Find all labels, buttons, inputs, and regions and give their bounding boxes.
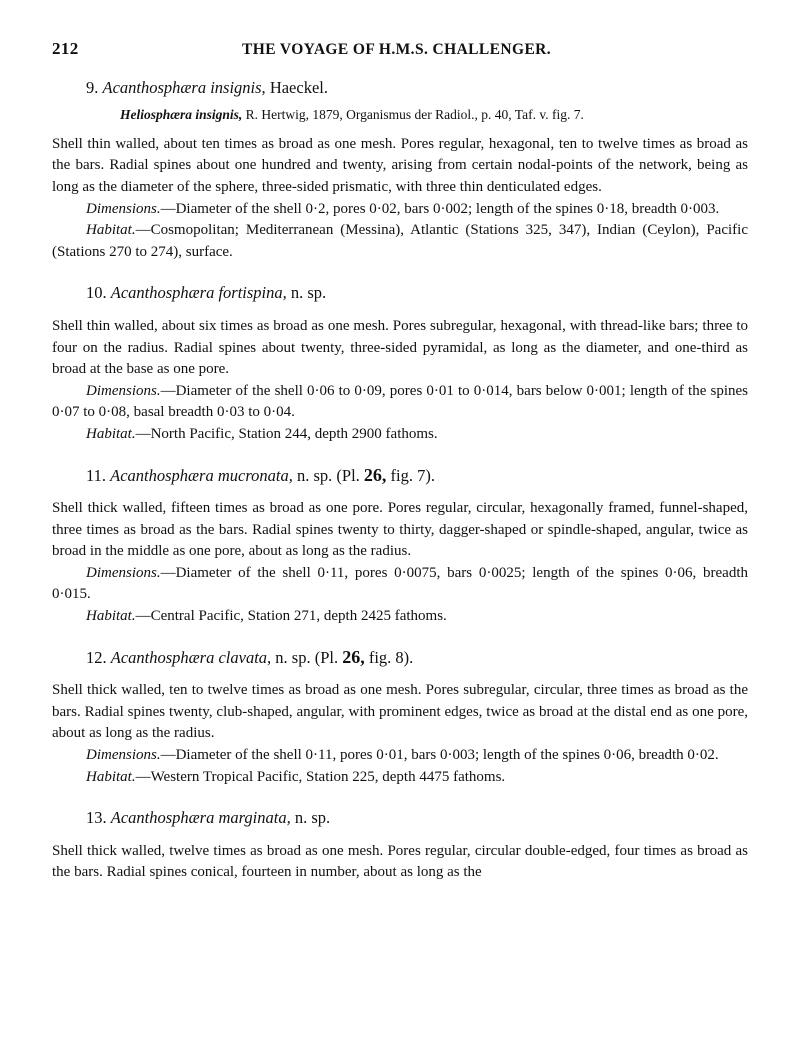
species-authority: n. sp. [286, 283, 327, 303]
species-number: 10. [86, 283, 107, 303]
habitat-text: —Western Tropical Pacific, Station 225, depth 4475 fathoms. [135, 768, 506, 785]
species-heading [86, 282, 748, 304]
plate-number: 26, [342, 646, 365, 667]
habitat-text: —Cosmopolitan; Mediterranean (Messina), Atlantic (Stations 325, 347), Indian (Ceylon), Pacific (Stations 270 to 274), surface. [52, 222, 748, 260]
dimensions-label: Dimensions. [86, 200, 161, 217]
species-number: 9. [86, 77, 99, 97]
figure-reference: fig. 7). [386, 465, 435, 485]
habitat-text: —North Pacific, Station 244, depth 2900 fathoms. [135, 425, 438, 442]
species-entry-12 [52, 647, 748, 789]
species-description: Shell thick walled, twelve times as broad as one mesh. Pores regular, circular double-edged, four times as broad as the bars. Radial spines conical, fourteen in number, about as long as the [52, 842, 748, 881]
species-heading [86, 807, 748, 829]
habitat-paragraph [52, 220, 748, 263]
species-name: Acanthosphæra marginata, [110, 808, 291, 828]
dimensions-label: Dimensions. [86, 382, 161, 399]
habitat-label: Habitat. [86, 768, 136, 785]
habitat-label: Habitat. [86, 222, 136, 239]
habitat-paragraph [52, 606, 748, 628]
species-entry-10 [52, 282, 748, 445]
species-name: Acanthosphæra clavata, [110, 647, 272, 667]
plate-number: 26, [363, 464, 387, 485]
dimensions-text: —Diameter of the shell 0·11, pores 0·0075, bars 0·0025; length of the spines 0·06, breadth 0·015. [52, 564, 748, 603]
species-heading [86, 77, 748, 99]
dimensions-paragraph [52, 563, 748, 606]
species-authority: n. sp. (Pl. [271, 647, 343, 667]
species-name: Acanthosphæra mucronata, [110, 465, 293, 485]
species-number: 12. [86, 647, 107, 667]
dimensions-paragraph [52, 199, 748, 221]
species-authority: n. sp. (Pl. [292, 465, 364, 485]
species-description: Shell thin walled, about ten times as broad as one mesh. Pores regular, hexagonal, ten to twelve times as broad as the bars. Radial spines about one hundred and twenty, arising from certain nodal-points of the network, being as long as the diameter of the sphere, three-sided prismatic, with three thin denticulated edges. [52, 135, 748, 195]
synonym-citation: R. Hertwig, 1879, Organismus der Radiol., p. 40, Taf. v. fig. 7. [242, 107, 584, 123]
species-name: Acanthosphæra fortispina, [110, 283, 287, 303]
habitat-text: —Central Pacific, Station 271, depth 2425 fathoms. [135, 608, 447, 625]
dimensions-text: —Diameter of the shell 0·11, pores 0·01, bars 0·003; length of the spines 0·06, breadth 0·02. [160, 747, 719, 764]
species-entry-11 [52, 465, 748, 628]
species-entry-13 [52, 807, 748, 884]
dimensions-text: —Diameter of the shell 0·06 to 0·09, pores 0·01 to 0·014, bars below 0·001; length of the spines 0·07 to 0·08, basal breadth 0·03 to 0·04. [52, 382, 748, 421]
running-title: THE VOYAGE OF H.M.S. CHALLENGER. [242, 41, 552, 58]
species-description: Shell thick walled, fifteen times as broad as one pore. Pores regular, circular, hexagonally framed, funnel-shaped, three times as broad as the bars. Radial spines twenty to thirty, dagger-shaped or spindle-shaped, angular, twice as broad in the middle as one pore, about as long as the radius. [52, 500, 748, 560]
dimensions-label: Dimensions. [86, 564, 161, 581]
species-heading [86, 465, 748, 487]
habitat-label: Habitat. [86, 608, 136, 625]
species-number: 11. [86, 465, 107, 485]
synonym-name: Heliosphæra insignis, [120, 107, 243, 123]
page-number: 212 [52, 39, 79, 58]
species-name: Acanthosphæra insignis, [102, 77, 266, 97]
species-authority: n. sp. [290, 808, 331, 828]
species-entry-9 [52, 77, 748, 264]
dimensions-paragraph [52, 381, 748, 424]
species-description: Shell thin walled, about six times as broad as one mesh. Pores subregular, hexagonal, with thread-like bars; three to four on the radius. Radial spines about twenty, three-sided pyramidal, as long as the diameter, and one-third as broad at the base as one pore. [52, 317, 748, 378]
figure-reference: fig. 8). [364, 647, 414, 667]
dimensions-paragraph [52, 745, 748, 767]
species-heading [86, 647, 748, 669]
habitat-paragraph [52, 767, 748, 789]
species-number: 13. [86, 808, 107, 828]
running-head [52, 38, 748, 61]
dimensions-text: —Diameter of the shell 0·2, pores 0·02, bars 0·002; length of the spines 0·18, breadth 0·003. [160, 200, 720, 217]
dimensions-label: Dimensions. [86, 747, 161, 764]
species-authority: Haeckel. [265, 77, 328, 97]
habitat-paragraph [52, 424, 748, 446]
species-description: Shell thick walled, ten to twelve times as broad as one mesh. Pores subregular, circular, three times as broad as the bars. Radial spines twenty, club-shaped, angular, with prominent edges, twice as broad at the distal end as one pore, about as long as the radius. [52, 682, 748, 742]
synonym-reference [120, 104, 748, 126]
habitat-label: Habitat. [86, 425, 136, 442]
